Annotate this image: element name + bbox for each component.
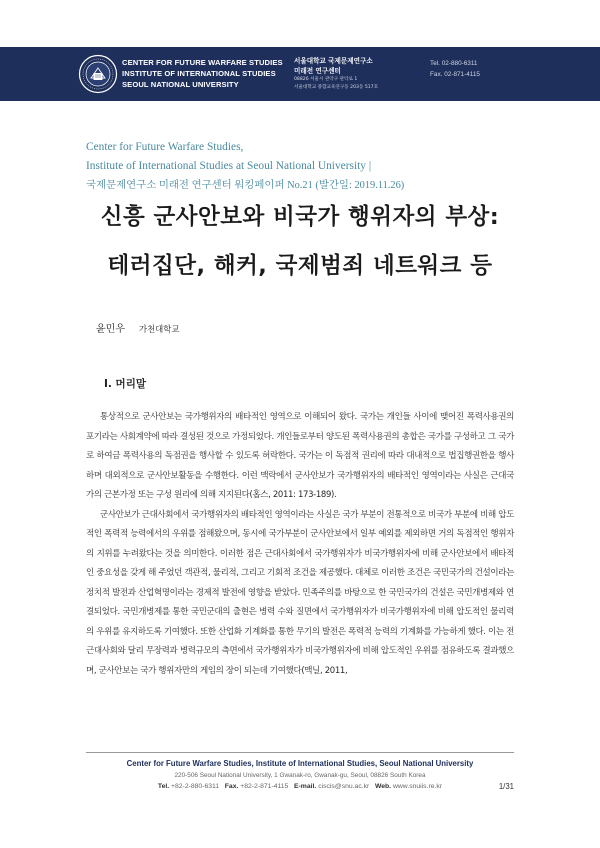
working-paper-series: [86, 138, 404, 195]
footer-email[interactable]: ciscis@snu.ac.kr: [318, 783, 370, 790]
paper-title-line-1: 신흥 군사안보와 비국가 행위자의 부상:: [100, 204, 500, 230]
series-line-2-wrap: [86, 157, 404, 176]
page-number: 1/31: [498, 782, 514, 791]
author-name: 윤민우: [96, 324, 125, 335]
author-affiliation: 가천대학교: [138, 324, 180, 334]
institute-name-kr: [294, 56, 378, 91]
footer-web[interactable]: www.snuiis.re.kr: [392, 783, 443, 790]
paragraph: 군사안보가 근대사회에서 국가행위자의 배타적인 영역이라는 사실은 국가 부분이 전통적으로 비국가 부분에 비해 압도적인 폭력적 능력에서의 우위를 점해왔으며, 동시에 국가부분이 군사안보에서 일부 예외를 제외하면 거의 독점적인 행위자의 지위를 누려왔다는 것을 의미한다. 이러한 점은 근대사회에서 국가행위자가 비국가행위자에 비해 군사안보에서 배타적인 중요성을 갖게 해 주었던 객관적, 물리적, 그리고 기회적 조건을 제공했다. 대체로 이러한 조건은 국민국가의 건설이라는 정치적 발전과 산업혁명이라는 경제적 발전에 영향을 받았다. 민족주의를 바탕으로 한 국민국가의 건설은 국민개병제와 연결되었다. 국민개병제를 통한 국민군대의 출현은 병력 수와 질면에서 국가행위자가 비국가행위자에 비해 압도적인 물리력의 우위를 유지하도록 기여했다. 또한 산업화 기계화를 통한 무기의 발전은 폭력적 능력의 기계화를 가능하게 했다. 이는 전근대사회와 달리 무장력과 병력규모의 측면에서 국가행위자가 비국가행위자에 비해 압도적인 우위를 점유하도록 결과했으며, 군사안보는 국가 행위자만의 게임의 장이 되는데 기여했다(맥닐, 2011,: [86, 509, 514, 676]
series-line-2: Institute of International Studies at Seoul National University: [86, 160, 366, 172]
page-footer: [86, 757, 514, 793]
institute-kr-line-2: 미래전 연구센터: [294, 67, 341, 75]
institute-name-en: [122, 57, 283, 90]
footer-fax-label: Fax.: [224, 783, 239, 790]
paragraph: 통상적으로 군사안보는 국가행위자의 배타적인 영역으로 이해되어 왔다. 국가는 개인들 사이에 맺어진 폭력사용권의 포기라는 사회계약에 따라 결성된 것으로 가정되었다. 개인들로부터 양도된 폭력사용권의 총합은 국가를 구성하고 그 국가로 하여금 폭력사용의 독점권을 행사할 수 있도록 허락한다. 국가는 이 독점적 권리에 따라 대내적으로 법집행권한을 행사하며 대외적으로 군사안보활동을 수행한다. 이런 맥락에서 군사안보가 국가행위자의 배타적인 영역이라는 사실은 근대국가의 근본가정 또는 구성 원리에 의해 지지된다(홉스, 2011: 173-189).: [86, 412, 514, 500]
author-line: [96, 320, 179, 335]
snu-emblem-icon: [78, 54, 118, 94]
footer-address: 220-506 Seoul National University, 1 Gwanak-ro, Gwanak-gu, Seoul, 08826 South Korea: [174, 772, 426, 779]
header-tel: Tel. 02-880-6311: [430, 60, 478, 67]
institute-address-line-2: 서울대학교 종합교육연구동 203동 517호: [294, 84, 379, 90]
footer-tel-label: Tel.: [157, 783, 170, 790]
footer-divider: [86, 752, 514, 753]
header-fax: Fax. 02-871-4115: [430, 71, 480, 78]
footer-web-label: Web.: [374, 783, 392, 790]
footer-fax: +82-2-871-4115: [240, 783, 289, 790]
section-heading: Ⅰ. 머리말: [104, 378, 146, 390]
institute-kr-line-1: 서울대학교 국제문제연구소: [294, 57, 373, 65]
footer-email-label: E-mail.: [294, 783, 317, 790]
footer-institute: Center for Future Warfare Studies, Institute of International Studies, Seoul National University: [126, 759, 474, 768]
text-cursor: |: [368, 160, 372, 172]
footer-contacts: [86, 781, 514, 793]
institute-line-3: SEOUL NATIONAL UNIVERSITY: [122, 80, 239, 89]
series-line-3: 국제문제연구소 미래전 연구센터 워킹페이퍼 No.21 (발간일: 2019.11.26): [86, 180, 405, 191]
body-text: [86, 408, 514, 681]
institute-address-line-1: 08826 서울시 관악구 관악로 1: [294, 77, 358, 82]
paper-title-line-2: 테러집단, 해커, 국제범죄 네트워크 등: [107, 253, 493, 279]
institute-contact: [430, 58, 480, 80]
footer-tel: +82-2-880-6311: [171, 783, 220, 790]
institute-line-2: INSTITUTE OF INTERNATIONAL STUDIES: [122, 69, 276, 78]
series-line-1: Center for Future Warfare Studies,: [86, 141, 244, 153]
institute-line-1: CENTER FOR FUTURE WARFARE STUDIES: [122, 58, 283, 67]
